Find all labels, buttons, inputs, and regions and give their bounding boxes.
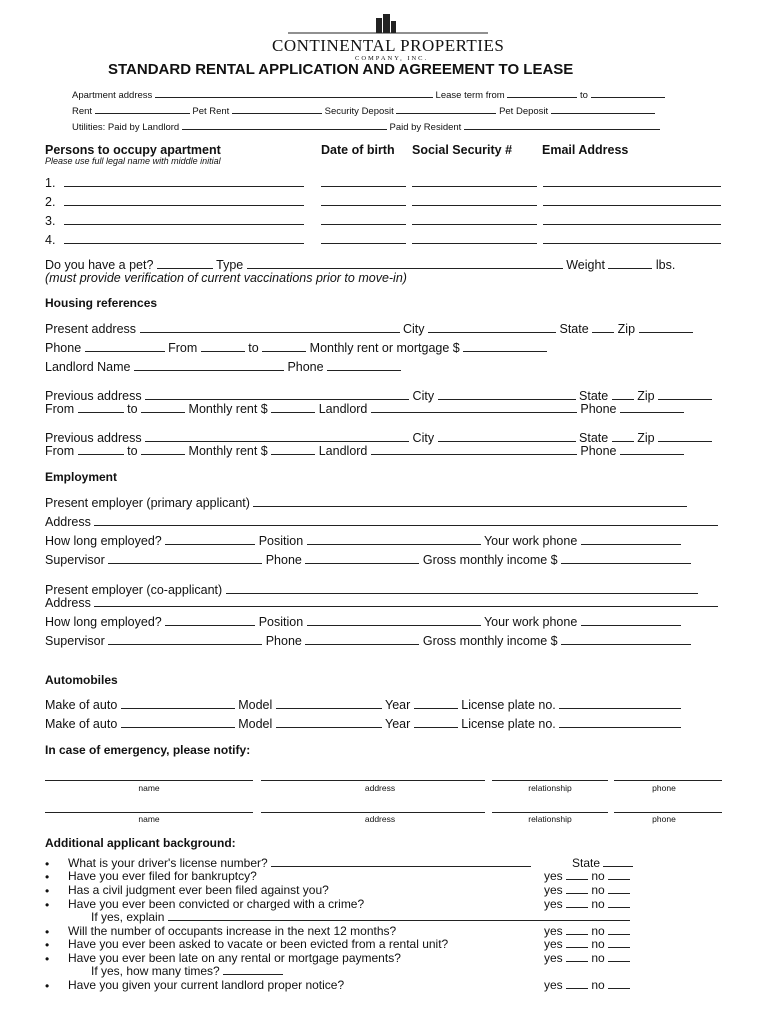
present-phone-field[interactable] [85, 351, 165, 352]
previous-from-2-field[interactable] [78, 454, 124, 455]
co-supervisor-field[interactable] [108, 644, 262, 645]
co-address-row: Address [45, 597, 718, 610]
person-3-ssn-field[interactable] [412, 224, 537, 225]
background-heading: Additional applicant background: [45, 836, 236, 850]
primary-gross-income-field[interactable] [561, 563, 691, 564]
co-supervisor-phone-field[interactable] [305, 644, 419, 645]
convicted-yes-field[interactable] [566, 907, 588, 908]
present-city-field[interactable] [428, 332, 556, 333]
bullet-icon: • [45, 870, 50, 884]
previous-from-1-field[interactable] [78, 412, 124, 413]
evicted-yes-field[interactable] [566, 947, 588, 948]
previous-state-1-field[interactable] [612, 399, 634, 400]
judgment-answer: yes no [544, 884, 630, 896]
explain-field[interactable] [168, 920, 630, 921]
utilities-landlord-field[interactable] [182, 129, 387, 130]
person-3-dob-field[interactable] [321, 224, 406, 225]
person-4-email-field[interactable] [543, 243, 721, 244]
previous-phone-1-field[interactable] [620, 412, 684, 413]
primary-supervisor-row: Supervisor Phone Gross monthly income $ [45, 554, 691, 567]
present-to-field[interactable] [262, 351, 306, 352]
previous-state-2-field[interactable] [612, 441, 634, 442]
person-number-1: 1. [45, 176, 56, 190]
emergency-2-phone-field[interactable] [614, 812, 722, 813]
landlord-row: Landlord Name Phone [45, 361, 401, 374]
person-2-name-field[interactable] [64, 205, 304, 206]
late-yes-field[interactable] [566, 961, 588, 962]
automobiles-heading: Automobiles [45, 673, 118, 687]
bullet-icon: • [45, 857, 50, 871]
co-employer-address-field[interactable] [94, 606, 718, 607]
person-1-dob-field[interactable] [321, 186, 406, 187]
previous-landlord-1-field[interactable] [371, 412, 577, 413]
apartment-address-field[interactable] [155, 97, 433, 98]
evicted-answer: yes no [544, 938, 630, 950]
co-how-long-row: How long employed? Position Your work phone [45, 616, 681, 629]
present-zip-field[interactable] [639, 332, 693, 333]
occupants-answer: yes no [544, 925, 630, 937]
housing-heading: Housing references [45, 296, 158, 310]
header-row-2: Rent Pet Rent Security Deposit Pet Deposit [72, 107, 655, 117]
auto-2-plate-field[interactable] [559, 727, 681, 728]
emergency-1-address-caption: address [364, 783, 396, 793]
persons-heading: Persons to occupy apartment [45, 143, 221, 157]
rent-field[interactable] [95, 113, 190, 114]
bullet-icon: • [45, 979, 50, 993]
emergency-1-address-field[interactable] [261, 780, 485, 781]
emergency-2-phone-caption: phone [652, 814, 676, 824]
auto-2-make-field[interactable] [121, 727, 235, 728]
license-number-field[interactable] [271, 866, 531, 867]
person-2-ssn-field[interactable] [412, 205, 537, 206]
header-row-1: Apartment address Lease term from to [72, 91, 665, 101]
pet-type-field[interactable] [247, 268, 563, 269]
auto-1-plate-field[interactable] [559, 708, 681, 709]
pet-yes-no-field[interactable] [157, 268, 213, 269]
person-1-email-field[interactable] [543, 186, 721, 187]
pet-weight-field[interactable] [608, 268, 652, 269]
emergency-1-relationship-caption: relationship [528, 783, 572, 793]
late-question: Have you ever been late on any rental or mortgage payments? [68, 951, 401, 965]
person-2-email-field[interactable] [543, 205, 721, 206]
present-state-field[interactable] [592, 332, 614, 333]
judgment-question: Has a civil judgment ever been filed against you? [68, 883, 329, 897]
person-number-2: 2. [45, 195, 56, 209]
emergency-heading: In case of emergency, please notify: [45, 743, 251, 757]
person-4-dob-field[interactable] [321, 243, 406, 244]
primary-how-long-row: How long employed? Position Your work phone [45, 535, 681, 548]
previous-rent-2-field[interactable] [271, 454, 315, 455]
previous-city-2-field[interactable] [438, 441, 576, 442]
previous-city-1-field[interactable] [438, 399, 576, 400]
security-deposit-field[interactable] [396, 113, 496, 114]
notice-answer: yes no [544, 979, 630, 991]
previous-zip-1-field[interactable] [658, 399, 712, 400]
person-1-name-field[interactable] [64, 186, 304, 187]
bullet-icon: • [45, 952, 50, 966]
notice-question: Have you given your current landlord proper notice? [68, 978, 345, 992]
present-address-row: Present address City State Zip [45, 323, 693, 336]
license-question-row: What is your driver's license number? [68, 857, 531, 869]
persons-note: Please use full legal name with middle initial [45, 156, 221, 166]
emergency-2-name-caption: name [138, 814, 160, 824]
license-state-field[interactable] [603, 866, 633, 867]
primary-employer-address-field[interactable] [94, 525, 718, 526]
evicted-question: Have you ever been asked to vacate or been evicted from a rental unit? [68, 937, 449, 951]
co-employer-field[interactable] [226, 593, 698, 594]
previous-phone-2-field[interactable] [620, 454, 684, 455]
landlord-name-field[interactable] [134, 370, 284, 371]
primary-how-long-field[interactable] [165, 544, 255, 545]
previous-address-row-1: Previous address City State Zip [45, 390, 712, 403]
previous-landlord-2-field[interactable] [371, 454, 577, 455]
auto-row-1: Make of auto Model Year License plate no. [45, 699, 681, 712]
auto-1-model-field[interactable] [276, 708, 382, 709]
person-3-email-field[interactable] [543, 224, 721, 225]
emergency-2-relationship-caption: relationship [528, 814, 572, 824]
person-4-name-field[interactable] [64, 243, 304, 244]
license-state-row: State [572, 857, 633, 869]
previous-zip-2-field[interactable] [658, 441, 712, 442]
person-3-name-field[interactable] [64, 224, 304, 225]
judgment-no-field[interactable] [608, 893, 630, 894]
emergency-1-name-field[interactable] [45, 780, 253, 781]
skyline-icon [288, 12, 488, 34]
times-row: If yes, how many times? [91, 965, 283, 977]
previous-from-row-1: From to Monthly rent $ Landlord Phone [45, 403, 684, 416]
bankruptcy-answer: yes no [544, 870, 630, 882]
convicted-question: Have you ever been convicted or charged with a crime? [68, 897, 365, 911]
late-answer: yes no [544, 952, 630, 964]
primary-employer-row: Present employer (primary applicant) [45, 497, 687, 510]
primary-employer-field[interactable] [253, 506, 687, 507]
auto-row-2: Make of auto Model Year License plate no. [45, 718, 681, 731]
emergency-2-name-field[interactable] [45, 812, 253, 813]
emergency-2-address-caption: address [364, 814, 396, 824]
auto-1-year-field[interactable] [414, 708, 458, 709]
person-2-dob-field[interactable] [321, 205, 406, 206]
emergency-2-address-field[interactable] [261, 812, 485, 813]
pet-row: Do you have a pet? Type Weight lbs. [45, 258, 676, 272]
present-monthly-rent-field[interactable] [463, 351, 547, 352]
co-supervisor-row: Supervisor Phone Gross monthly income $ [45, 635, 691, 648]
previous-to-2-field[interactable] [141, 454, 185, 455]
auto-2-year-field[interactable] [414, 727, 458, 728]
notice-no-field[interactable] [608, 988, 630, 989]
primary-work-phone-field[interactable] [581, 544, 681, 545]
employment-heading: Employment [45, 470, 118, 484]
person-number-3: 3. [45, 214, 56, 228]
person-4-ssn-field[interactable] [412, 243, 537, 244]
person-1-ssn-field[interactable] [412, 186, 537, 187]
emergency-1-phone-caption: phone [652, 783, 676, 793]
bankruptcy-no-field[interactable] [608, 879, 630, 880]
pet-rent-field[interactable] [232, 113, 322, 114]
bullet-icon: • [45, 925, 50, 939]
emergency-1-name-caption: name [138, 783, 160, 793]
occupants-yes-field[interactable] [566, 934, 588, 935]
co-work-phone-field[interactable] [581, 625, 681, 626]
bullet-icon: • [45, 938, 50, 952]
co-position-field[interactable] [307, 625, 481, 626]
previous-address-2-field[interactable] [145, 441, 409, 442]
lease-to-field[interactable] [591, 97, 665, 98]
ssn-header: Social Security # [412, 143, 513, 157]
co-employer-row: Present employer (co-applicant) [45, 584, 698, 597]
explain-row: If yes, explain [91, 911, 630, 923]
notice-yes-field[interactable] [566, 988, 588, 989]
lease-from-field[interactable] [507, 97, 577, 98]
header-row-3: Utilities: Paid by Landlord Paid by Resident [72, 123, 660, 133]
primary-address-row: Address [45, 516, 718, 529]
previous-to-1-field[interactable] [141, 412, 185, 413]
bankruptcy-yes-field[interactable] [566, 879, 588, 880]
pet-deposit-field[interactable] [551, 113, 655, 114]
emergency-1-relationship-field[interactable] [492, 780, 608, 781]
auto-1-make-field[interactable] [121, 708, 235, 709]
auto-2-model-field[interactable] [276, 727, 382, 728]
dob-header: Date of birth [321, 143, 395, 157]
occupants-question: Will the number of occupants increase in the next 12 months? [68, 924, 397, 938]
person-number-4: 4. [45, 233, 56, 247]
primary-position-field[interactable] [307, 544, 481, 545]
primary-supervisor-field[interactable] [108, 563, 262, 564]
utilities-resident-field[interactable] [464, 129, 660, 130]
landlord-phone-field[interactable] [327, 370, 401, 371]
co-how-long-field[interactable] [165, 625, 255, 626]
occupants-no-field[interactable] [608, 934, 630, 935]
present-from-field[interactable] [201, 351, 245, 352]
emergency-1-phone-field[interactable] [614, 780, 722, 781]
present-address-field[interactable] [140, 332, 400, 333]
convicted-answer: yes no [544, 898, 630, 910]
previous-address-row-2: Previous address City State Zip [45, 432, 712, 445]
bullet-icon: • [45, 898, 50, 912]
late-no-field[interactable] [608, 961, 630, 962]
evicted-no-field[interactable] [608, 947, 630, 948]
late-times-field[interactable] [223, 974, 283, 975]
emergency-2-relationship-field[interactable] [492, 812, 608, 813]
company-name: CONTINENTAL PROPERTIES [272, 36, 505, 55]
previous-rent-1-field[interactable] [271, 412, 315, 413]
bullet-icon: • [45, 884, 50, 898]
present-phone-row: Phone From to Monthly rent or mortgage $ [45, 342, 547, 355]
bankruptcy-question: Have you ever filed for bankruptcy? [68, 869, 257, 883]
previous-from-row-2: From to Monthly rent $ Landlord Phone [45, 445, 684, 458]
page-title: STANDARD RENTAL APPLICATION AND AGREEMENT TO LEASE [108, 61, 574, 78]
co-gross-income-field[interactable] [561, 644, 691, 645]
company-sub: COMPANY, INC. [355, 55, 429, 62]
primary-supervisor-phone-field[interactable] [305, 563, 419, 564]
judgment-yes-field[interactable] [566, 893, 588, 894]
previous-address-1-field[interactable] [145, 399, 409, 400]
convicted-no-field[interactable] [608, 907, 630, 908]
email-header: Email Address [542, 143, 629, 157]
pet-note: (must provide verification of current vaccinations prior to move-in) [45, 271, 407, 285]
